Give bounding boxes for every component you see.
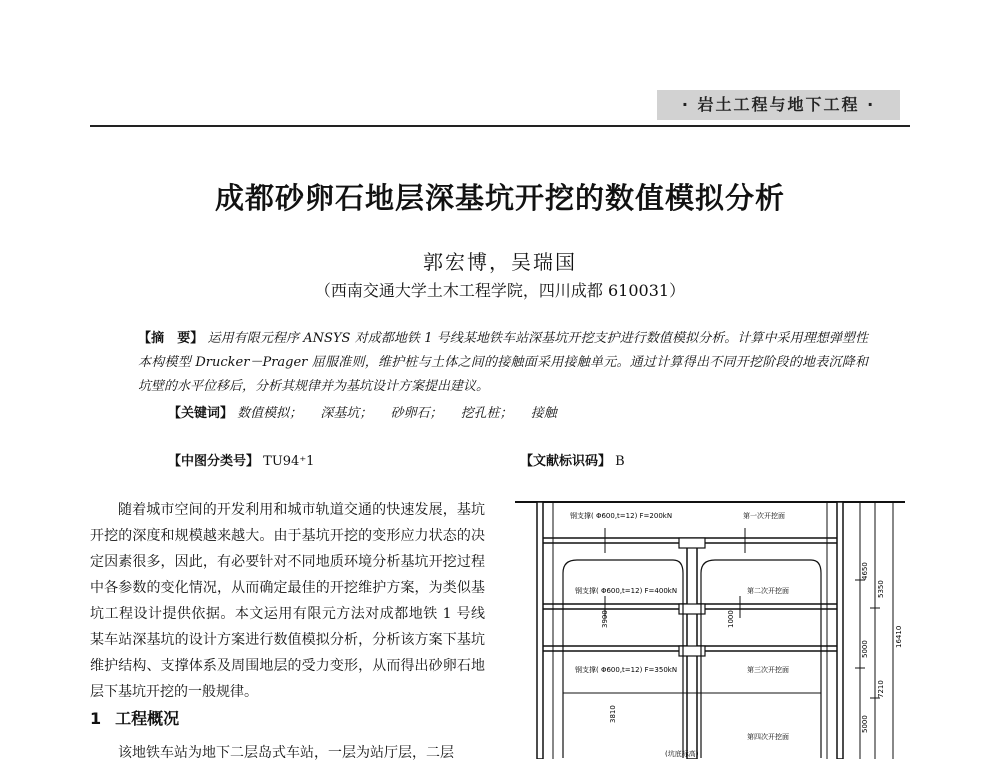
journal-section-tag: · 岩土工程与地下工程 ·: [657, 90, 900, 120]
stage-4-label: 第四次开挖面: [747, 733, 789, 741]
stage-2-label: 第二次开挖面: [747, 587, 789, 595]
intro-paragraph: 随着城市空间的开发利用和城市轨道交通的快速发展，基坑开挖的深度和规模越来越大。由于基坑开挖的变形应力状态的决定因素很多，因此，有必要针对不同地质环境分析基坑开挖过程中各参数的变化情况，从而确定最佳的开挖维护方案，为类似基坑工程设计提供依据。本文运用有限元方法对成都地铁 1 号线某车站深基坑的设计方案进行数值模拟分析，分析该方案下基坑维护结构、支撑体系及周围地层的受力变形，从而得出砂卵石地层下基坑开挖的一般规律。: [90, 502, 485, 700]
dim-5000a: 5000: [861, 640, 869, 658]
figure-drawing: [515, 498, 905, 759]
document-code-value: B: [615, 454, 625, 469]
header-rule: [90, 125, 910, 127]
document-code: [520, 450, 625, 469]
section-number: 1: [90, 709, 102, 728]
keywords: [168, 402, 868, 426]
excavation-section-figure: [515, 498, 905, 759]
classification-label: 【中图分类号】: [168, 454, 260, 469]
keyword: 接触: [530, 406, 557, 421]
strut-2-label: 钢支撑( Φ600,t=12) F=400kN: [575, 587, 678, 595]
paper-title: 成都砂卵石地层深基坑开挖的数值模拟分析: [214, 181, 785, 215]
dim-1000: 1000: [727, 610, 735, 628]
keyword: 深基坑；: [320, 406, 373, 421]
right-pile: [837, 502, 843, 759]
classification-number: [168, 450, 314, 469]
dim-3900: 3900: [601, 610, 609, 628]
strut-1-label: 钢支撑( Φ600,t=12) F=200kN: [570, 512, 673, 520]
pit-bottom-label: (坑底标高): [665, 750, 699, 758]
paper-affiliation: （西南交通大学土木工程学院，四川成都 610031）: [314, 281, 686, 300]
dim-5350: 5350: [877, 580, 885, 598]
dim-16410: 16410: [895, 625, 903, 648]
stage-3-label: 第三次开挖面: [747, 666, 789, 674]
keyword: 砂卵石；: [390, 406, 443, 421]
document-code-label: 【文献标识码】: [520, 454, 612, 469]
dim-3810: 3810: [609, 705, 617, 723]
keyword: 挖孔桩；: [460, 406, 513, 421]
abstract: [138, 327, 868, 399]
abstract-text: 运用有限元程序 ANSYS 对成都地铁 1 号线某地铁车站深基坑开挖支护进行数值模拟分析。计算中采用理想弹塑性本构模型 Drucker－Prager 屈服准则，维护桩与土体之间的接触面采用接触单元。通过计算得出不同开挖阶段的地表沉降和坑壁的水平位移后，分析其规律并为基坑设计方案提出建议。: [138, 331, 868, 394]
abstract-label: 【摘 要】: [138, 331, 204, 346]
section-title: 工程概况: [115, 709, 180, 728]
section-heading: [90, 706, 179, 729]
section-paragraph: 该地铁车站为地下二层岛式车站，一层为站厅层，二层: [118, 745, 454, 761]
keyword: 数值模拟；: [237, 406, 303, 421]
dim-5000b: 5000: [861, 715, 869, 733]
keywords-label: 【关键词】: [168, 406, 234, 421]
dim-4650: 4650: [861, 562, 869, 580]
strut-3-label: 钢支撑( Φ600,t=12) F=350kN: [575, 666, 678, 674]
classification-value: TU94⁺1: [263, 454, 315, 469]
paper-authors: 郭宏博，吴瑞国: [423, 250, 577, 274]
column-cap-1: [679, 538, 705, 548]
dim-7210: 7210: [877, 680, 885, 698]
left-pile: [537, 502, 543, 759]
stage-1-label: 第一次开挖面: [743, 512, 785, 520]
